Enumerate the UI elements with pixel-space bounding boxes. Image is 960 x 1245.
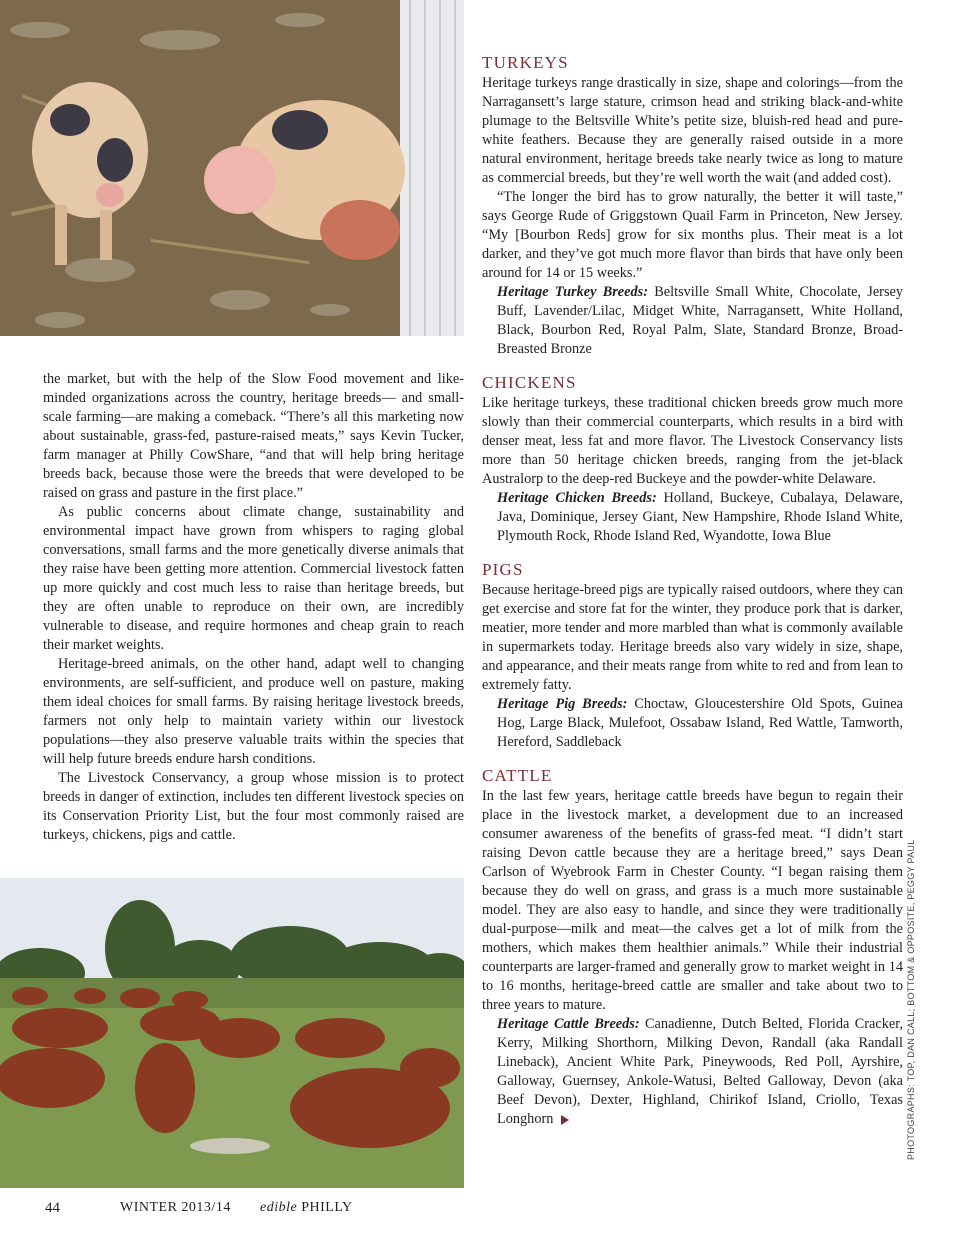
intro-paragraph-2: As public concerns about climate change, sustainability and environmental impact have grown from whispers to raging global conversations, small farms and the more genetically diverse animals that they raise have been getting more attention. Commercial livestock fatten up more quickly and cost much less to raise than heritage breeds, but they are often unable to reproduce on their own, are incredibly vulnerable to disease, and require hormones and cheap grain to reach their market weights. [43,504,464,653]
chicken-breeds-label: Heritage Chicken Breeds: [497,490,657,506]
intro-paragraph-3: Heritage-breed animals, on the other hand, adapt well to changing environments, are self-sufficient, and produce well on pasture, making them ideal choices for small farms. By raising heritage livestock breeds, farmers not only help to maintain variety within our livestock populations—they also preserve valuable traits within the species that will help future breeds endure harsh conditions. [43,656,464,767]
cattle-breeds-list [497,1015,903,1129]
right-column [482,52,903,1129]
magazine-name [260,1200,353,1216]
cattle-heading: CATTLE [482,766,553,785]
turkey-breeds-list [497,283,903,359]
page-footer [0,1200,960,1220]
chickens-paragraph-1: Like heritage turkeys, these traditional chicken breeds grow much more slowly than their commercial counterparts, which results in a bird with denser meat, less fat and more flavor. The Livestock Conservancy lists more than 50 heritage chicken breeds, ranging from the jet-black Australorp to the deep-red Buckeye and the powder-white Delaware. [482,395,903,487]
turkeys-section [482,52,903,359]
pigs-heading: PIGS [482,560,524,579]
cattle-illustration [0,878,464,1188]
pigs-section [482,559,903,752]
cattle-paragraph-1: In the last few years, heritage cattle breeds have begun to regain their place in the livestock market, a development due to an increased consumer awareness of the benefits of grass-fed meat. “I didn’t start raising Devon cattle because they are a heritage breed,” says Dean Carlson of Wyebrook Farm in Chester County. “I began raising them because they do well on grass, and grass is a much more sustainable model. They are also easy to handle, and since they were traditionally dual-purpose—milk and meat—the calves get a lot of milk from the mothers, which makes them healthier animals.” While their industrial counterparts are larger-framed and generally grow to market weight in 14 to 16 months, heritage-breed cattle are smaller and take about two to three years to mature. [482,788,903,1013]
turkeys-paragraph-1: Heritage turkeys range drastically in size, shape and colorings—from the Narragansett’s large stature, crimson head and striking black-and-white plumage to the Beltsville White’s petite size, bluish-red head and pure-white feathers. Because they are generally raised outside in a more natural environment, heritage breeds take nearly twice as long to mature as commercial breeds, but they’re well worth the wait (and added cost). [482,75,903,186]
pigs-photo [0,0,464,336]
turkeys-heading: TURKEYS [482,53,569,72]
cattle-breeds-label: Heritage Cattle Breeds: [497,1016,640,1032]
magazine-prefix: edible [260,1200,298,1215]
pig-breeds-text: Choctaw, Gloucestershire Old Spots, Guinea Hog, Large Black, Mulefoot, Ossabaw Island, Red Wattle, Tamworth, Hereford, Saddleback [497,696,903,750]
turkeys-paragraph-2: “The longer the bird has to grow naturally, the better it will taste,” says George Rude of Griggstown Quail Farm in Princeton, New Jersey. “My [Bourbon Reds] grow for six months plus. Their meat is a lot darker, and they’ve got much more flavor than birds that have only been around for 14 or 15 weeks.” [482,189,903,281]
left-column [43,370,464,845]
pigs-illustration [0,0,464,336]
turkey-breeds-label: Heritage Turkey Breeds: [497,284,648,300]
intro-paragraph-1: the market, but with the help of the Slow Food movement and like-minded organizations across the country, heritage breeds— and small-scale farming—are making a comeback. “There’s all this marketing now about sustainable, grass-fed, pasture-raised meats,” says Kevin Tucker, farm manager at Philly CowShare, “and that will help bring heritage breeds back, because those were the breeds that were developed to be raised on grass and pasture in the first place.” [43,371,464,501]
page-number: 44 [45,1200,60,1216]
cattle-breeds-text: Canadienne, Dutch Belted, Florida Cracker, Kerry, Milking Shorthorn, Milking Devon, Randall (aka Randall Lineback), Ancient White Park, Pineywoods, Red Poll, Ayrshire, Galloway, Guernsey, Ankole-Watusi, Belted Galloway, Devon (aka Beef Devon), Dexter, Highland, Chirikof Island, Criollo, Texas Longhorn [497,1016,903,1127]
pigs-paragraph-1: Because heritage-breed pigs are typically raised outdoors, where they can get exercise and store fat for the winter, they produce pork that is darker, meatier, more tender and more marbled than what is commonly available in supermarkets today. Heritage breeds also vary widely in size, shape, and appearance, and their meats range from white to red and from lean to extremely fatty. [482,582,903,693]
photo-credit: PHOTOGRAPHS: TOP, DAN CALL; BOTTOM & OPPOSITE, PEGGY PAUL [906,839,916,1160]
continue-arrow-icon [561,1115,569,1125]
cattle-photo [0,878,464,1188]
pig-breeds-list [497,695,903,752]
intro-paragraph-4: The Livestock Conservancy, a group whose mission is to protect breeds in danger of extinction, includes ten different livestock species on its Conservation Priority List, but the four most commonly raised are turkeys, chickens, pigs and cattle. [43,770,464,843]
chickens-heading: CHICKENS [482,373,577,392]
issue-label: WINTER 2013/14 [120,1200,231,1215]
pig-breeds-label: Heritage Pig Breeds: [497,696,628,712]
cattle-section [482,765,903,1129]
chickens-section [482,372,903,546]
chicken-breeds-list [497,489,903,546]
chicken-breeds-text: Holland, Buckeye, Cubalaya, Delaware, Java, Dominique, Jersey Giant, New Hampshire, Rhode Island White, Plymouth Rock, Rhode Island Red, Wyandotte, Iowa Blue [497,490,904,544]
magazine-title: PHILLY [297,1200,353,1215]
turkey-breeds-text: Beltsville Small White, Chocolate, Jersey Buff, Lavender/Lilac, Midget White, Narragansett, White Holland, Black, Bourbon Red, Royal Palm, Slate, Standard Bronze, Broad-Breasted Bronze [497,284,904,357]
